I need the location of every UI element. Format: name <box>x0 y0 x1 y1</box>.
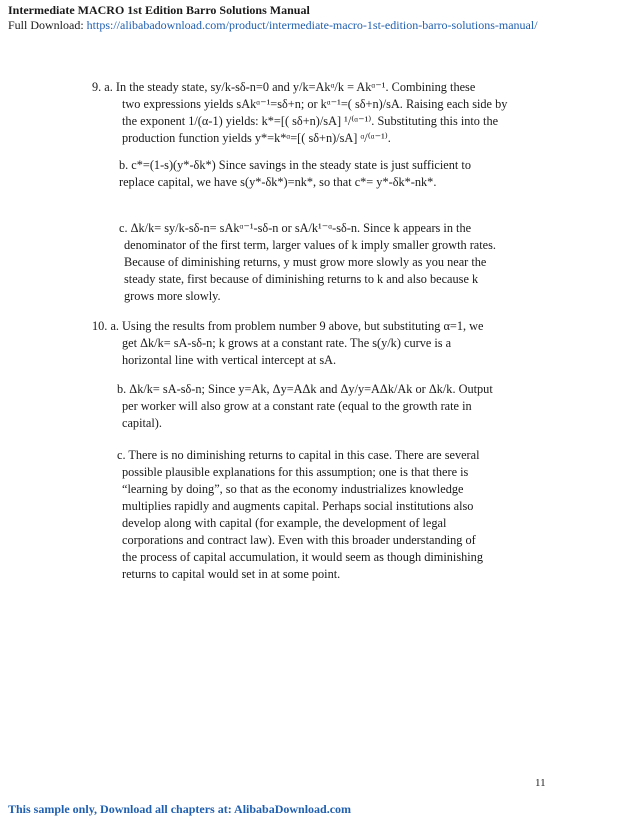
answer-line: horizontal line with vertical intercept at sA. <box>122 353 337 367</box>
download-line <box>8 18 632 33</box>
page-header <box>8 3 632 33</box>
answer-line: b. c*=(1-s)(y*-δk*) Since savings in the steady state is just sufficient to <box>119 158 471 172</box>
download-link[interactable]: https://alibabadownload.com/product/intermediate-macro-1st-edition-barro-solutions-manual/ <box>86 18 538 32</box>
answer-9b <box>119 157 549 191</box>
footer-download-link[interactable]: This sample only, Download all chapters at: AlibabaDownload.com <box>8 802 352 816</box>
answer-9a <box>92 79 547 147</box>
answer-line: per worker will also grow at a constant rate (equal to the growth rate in <box>122 399 472 413</box>
answer-line: “learning by doing”, so that as the economy industrializes knowledge <box>122 482 464 496</box>
document-title: Intermediate MACRO 1st Edition Barro Solutions Manual <box>8 3 310 17</box>
answer-line: the process of capital accumulation, it would seem as though diminishing <box>122 550 483 564</box>
answer-line: get Δk/k= sA-sδ-n; k grows at a constant rate. The s(y/k) curve is a <box>122 336 452 350</box>
answer-line: returns to capital would set in at some point. <box>122 567 341 581</box>
answer-10b <box>117 381 547 432</box>
answer-line: c. There is no diminishing returns to capital in this case. There are several <box>117 448 480 462</box>
download-label: Full Download: <box>8 18 87 32</box>
answer-9c <box>119 220 549 305</box>
answer-line: 9. a. In the steady state, sy/k-sδ-n=0 and y/k=Akᵅ/k = Akᵅ⁻¹. Combining these <box>92 80 476 94</box>
answer-10a <box>92 318 547 369</box>
answer-line: production function yields y*=k*ᵅ=[( sδ+n)/sA] ᵅ/⁽ᵅ⁻¹⁾. <box>122 131 391 145</box>
answer-line: multiplies rapidly and augments capital. Perhaps social institutions also <box>122 499 474 513</box>
answer-line: Because of diminishing returns, y must grow more slowly as you near the <box>124 255 487 269</box>
answer-line: steady state, first because of diminishing returns to k and also because k <box>124 272 479 286</box>
answer-line: develop along with capital (for example, the development of legal <box>122 516 447 530</box>
answer-line: possible plausible explanations for this assumption; one is that there is <box>122 465 469 479</box>
answer-line: replace capital, we have s(y*-δk*)=nk*, so that c*= y*-δk*-nk*. <box>119 175 437 189</box>
answer-line: denominator of the first term, larger values of k imply smaller growth rates. <box>124 238 496 252</box>
answer-line: the exponent 1/(α-1) yields: k*=[( sδ+n)/sA] ¹/⁽ᵅ⁻¹⁾. Substituting this into the <box>122 114 499 128</box>
answer-line: grows more slowly. <box>124 289 221 303</box>
answer-10c <box>117 447 547 583</box>
answer-line: two expressions yields sAkᵅ⁻¹=sδ+n; or kᵅ⁻¹=( sδ+n)/sA. Raising each side by <box>122 97 508 111</box>
answer-line: b. Δk/k= sA-sδ-n; Since y=Ak, Δy=AΔk and Δy/y=AΔk/Ak or Δk/k. Output <box>117 382 493 396</box>
answer-line: capital). <box>122 416 162 430</box>
answer-line: 10. a. Using the results from problem number 9 above, but substituting α=1, we <box>92 319 484 333</box>
answer-line: corporations and contract law). Even with this broader understanding of <box>122 533 476 547</box>
page-number: 11 <box>535 777 546 789</box>
answer-line: c. Δk/k= sy/k-sδ-n= sAkᵅ⁻¹-sδ-n or sA/k¹⁻ᵅ-sδ-n. Since k appears in the <box>119 221 472 235</box>
